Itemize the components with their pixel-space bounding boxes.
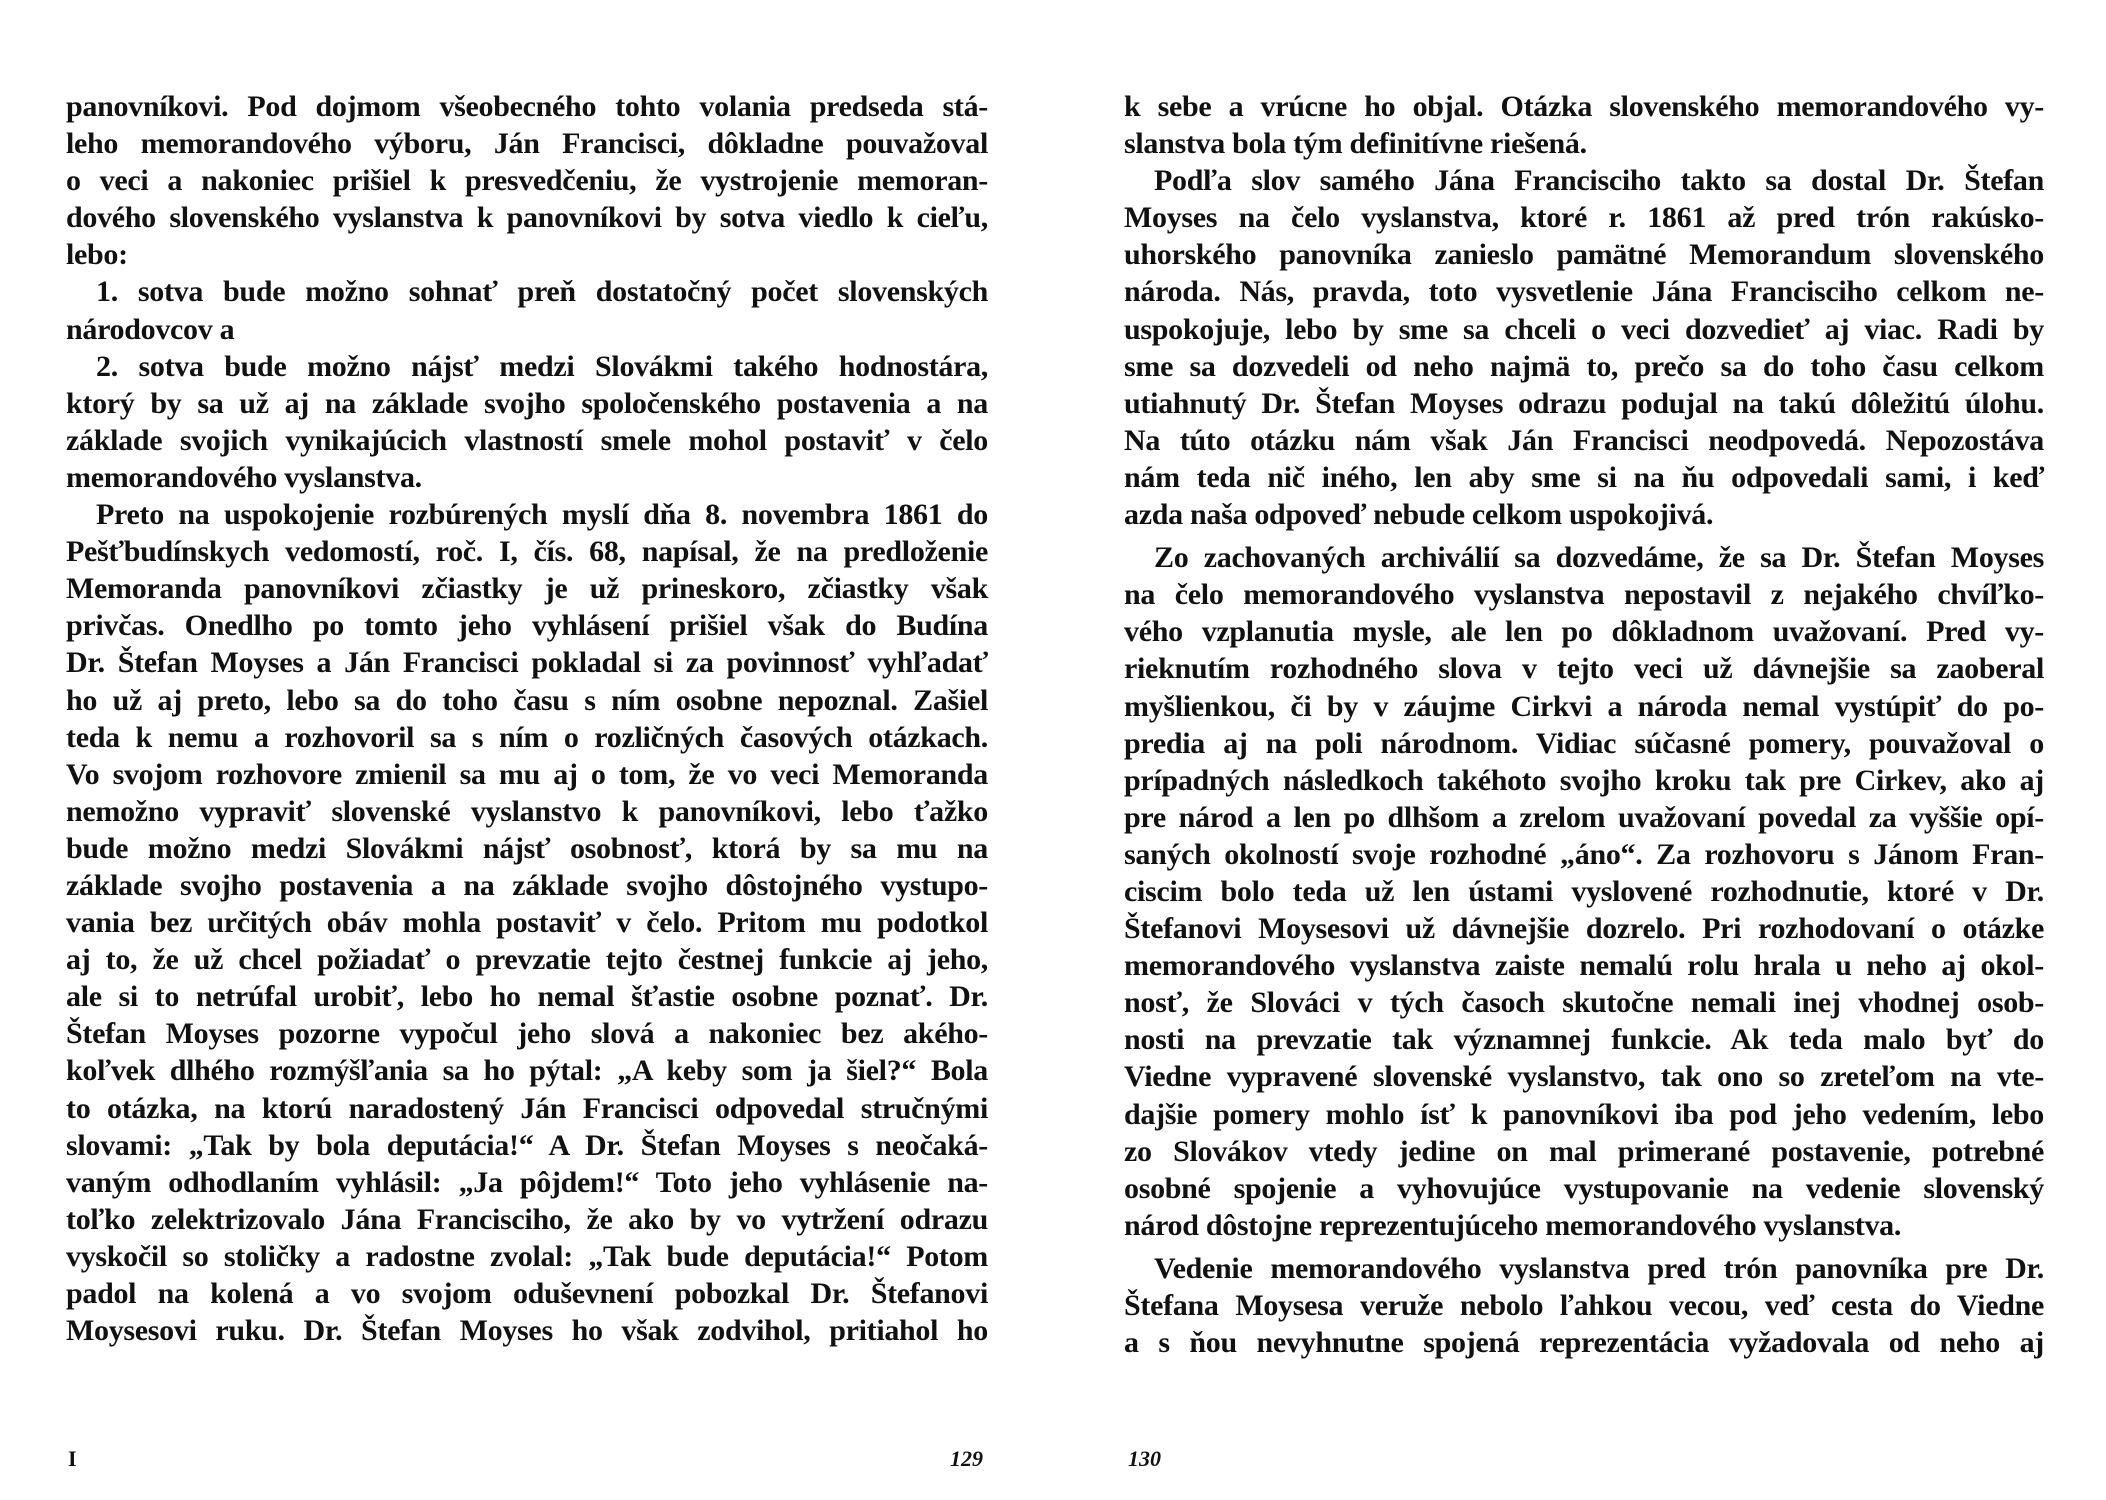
text-line: vyskočil so stoličky a radostne zvolal: „Tak bude deputácia!“ Potom [66,1239,988,1273]
text-line: národ dôstojne reprezentujúceho memorandového vyslanstva. [1124,1208,1902,1242]
text-line: Štefan Moyses pozorne vypočul jeho slová a nakoniec bez akého- [66,1017,988,1051]
text-line: Preto na uspokojenie rozbúrených myslí dňa 8. novembra 1861 do [96,498,988,532]
text-line: Memoranda panovníkovi zčiastky je už prineskoro, zčiastky však [66,572,988,606]
text-line: uspokojuje, lebo by sme sa chceli o veci dozvedieť aj viac. Radi by [1124,312,2044,346]
text-line: o veci a nakoniec prišiel k presvedčeniu, že vystrojenie memoran- [66,164,988,198]
text-line: nemožno vypraviť slovenské vyslanstvo k panovníkovi, lebo ťažko [66,794,988,828]
text-line: zo Slovákov vtedy jedine on mal primerané postavenie, potrebné [1124,1134,2044,1168]
text-line: aj to, že už chcel požiadať o prevzatie tejto čestnej funkcie aj jeho, [66,943,988,977]
text-line: dajšie pomery mohlo ísť k panovníkovi iba pod jeho vedením, lebo [1124,1097,2044,1131]
text-line: k sebe a vrúcne ho objal. Otázka slovenského memorandového vy- [1124,90,2044,123]
page-number-right: 130 [1128,1446,1161,1471]
text-line: Zo zachovaných archiválií sa dozvedáme, že sa Dr. Štefan Moyses [1154,541,2044,575]
text-line: základe svojich vynikajúcich vlastností smele mohol postaviť v čelo [66,423,988,457]
text-line: pre národ a len po dlhšom a zrelom uvažovaní povedal za vyššie opí- [1124,800,2044,834]
text-line: vého vzplanutia mysle, ale len po dôkladnom uvažovaní. Pred vy- [1124,615,2044,649]
text-line: Moysesovi ruku. Dr. Štefan Moyses ho však zodvihol, pritiahol ho [66,1314,988,1348]
text-line: saných okolností svoje rozhodné „áno“. Za rozhovoru s Jánom Fran- [1124,837,2044,871]
text-line: ale si to netrúfal urobiť, lebo ho nemal šťastie osobne poznať. Dr. [66,980,988,1014]
text-line: slovami: „Tak by bola deputácia!“ A Dr. Štefan Moyses s neočaká- [66,1128,988,1162]
text-line: Vo svojom rozhovore zmienil sa mu aj o tom, že vo veci Memoranda [66,757,988,791]
left-page-text [66,88,988,1349]
text-line: myšlienkou, či by v záujme Cirkvi a národa nemal vystúpiť do po- [1124,689,2044,723]
text-line: Podľa slov samého Jána Francisciho takto sa dostal Dr. Štefan [1154,164,2044,198]
text-line: osobné spojenie a vyhovujúce vystupovanie na vedenie slovenský [1124,1171,2044,1205]
text-line: privčas. Onedlho po tomto jeho vyhlásení prišiel však do Budína [66,609,988,643]
text-line: ho už aj preto, lebo sa do toho času s ním osobne nepoznal. Zašiel [66,683,988,717]
text-line: ktorý by sa už aj na základe svojho spoločenského postavenia a na [66,386,988,420]
text-line: Štefanovi Moysesovi už dávnejšie dozrelo. Pri rozhodovaní o otázke [1124,912,2044,946]
text-line: memorandového vyslanstva. [66,460,422,494]
signature-mark: I [68,1446,77,1471]
text-line: leho memorandového výboru, Ján Francisci, dôkladne pouvažoval [66,127,988,161]
text-line: slanstva bola tým definitívne riešená. [1124,127,1587,161]
text-line: 2. sotva bude možno nájsť medzi Slovákmi takého hodnostára, [96,349,988,383]
text-line: nosť, že Slováci v tých časoch skutočne nemali inej vhodnej osob- [1124,986,2044,1020]
text-line: na čelo memorandového vyslanstva nepostavil z nejakého chvíľko- [1124,578,2044,612]
text-line: Štefana Moysesa veruže nebolo ľahkou vecou, veď cesta do Viedne [1124,1289,2044,1322]
text-line: Moyses na čelo vyslanstva, ktoré r. 1861 až pred trón rakúsko- [1124,201,2044,235]
text-line: toľko zelektrizovalo Jána Francisciho, že ako by vo vytržení odrazu [66,1202,988,1236]
text-line: Na túto otázku nám však Ján Francisci neodpovedá. Nepozostáva [1124,423,2044,457]
text-line: a s ňou nevyhnutne spojená reprezentácia vyžadovala od neho aj [1124,1326,2044,1360]
text-line: uhorského panovníka zanieslo pamätné Memorandum slovenského [1124,238,2044,272]
text-line: bude možno medzi Slovákmi nájsť osobnosť, ktorá by sa mu na [66,831,988,865]
text-line: koľvek dlhého rozmýšľania sa ho pýtal: „A keby som ja šiel?“ Bola [66,1054,988,1088]
text-line: panovníkovi. Pod dojmom všeobecného tohto volania predseda stá- [66,90,988,123]
text-line: Viedne vypravené slovenské vyslanstvo, tak ono so zreteľom na vte- [1124,1060,2044,1094]
text-line: padol na kolená a vo svojom oduševnení pobozkal Dr. Štefanovi [66,1277,988,1310]
text-line: Pešťbudínskych vedomostí, roč. I, čís. 68, napísal, že na predloženie [66,535,988,569]
text-line: základe svojho postavenia a na základe svojho dôstojného vystupo- [66,868,988,902]
text-line: prípadných následkoch takéhoto svojho kroku tak pre Cirkev, ako aj [1124,763,2044,797]
text-line: 1. sotva bude možno sohnať preň dostatočný počet slovenských [96,275,988,309]
text-line: národa. Nás, pravda, toto vysvetlenie Jána Francisciho celkom ne- [1124,275,2044,309]
page-number-left: 129 [950,1446,983,1471]
text-line: memorandového vyslanstva zaiste nemalú rolu hrala u neho aj okol- [1124,949,2044,983]
text-line: vania bez určitých obáv mohla postaviť v čelo. Pritom mu podotkol [66,906,988,940]
text-line: dového slovenského vyslanstva k panovníkovi by sotva viedlo k cieľu, [66,201,988,235]
text-line: predia aj na poli národnom. Vidiac súčasné pomery, pouvažoval o [1124,726,2044,760]
text-line: Vedenie memorandového vyslanstva pred trón panovníka pre Dr. [1154,1251,2044,1285]
text-line: nosti na prevzatie tak významnej funkcie. Ak teda malo byť do [1124,1023,2044,1057]
right-page-text [1124,88,2044,1361]
text-line: vaným odhodlaním vyhlásil: „Ja pôjdem!“ Toto jeho vyhlásenie na- [66,1165,988,1199]
text-line: národovcov a [66,312,235,346]
text-line: utiahnutý Dr. Štefan Moyses odrazu podujal na takú dôležitú úlohu. [1124,386,2044,420]
text-line: nám teda nič iného, len aby sme si na ňu odpovedali sami, i keď [1124,460,2044,494]
text-line: rieknutím rozhodného slova v tejto veci už dávnejšie sa zaoberal [1124,652,2044,686]
text-line: sme sa dozvedeli od neho najmä to, prečo sa do toho času celkom [1124,349,2044,383]
text-line: Dr. Štefan Moyses a Ján Francisci pokladal si za povinnosť vyhľadať [66,646,988,680]
text-line: ciscim bolo teda už len ústami vyslovené rozhodnutie, ktoré v Dr. [1124,874,2044,908]
text-line: lebo: [66,238,128,272]
text-line: azda naša odpoveď nebude celkom uspokojivá. [1124,498,1714,532]
text-line: to otázka, na ktorú naradostený Ján Francisci odpovedal stručnými [66,1091,988,1125]
text-line: teda k nemu a rozhovoril sa s ním o rozličných časových otázkach. [66,720,988,754]
